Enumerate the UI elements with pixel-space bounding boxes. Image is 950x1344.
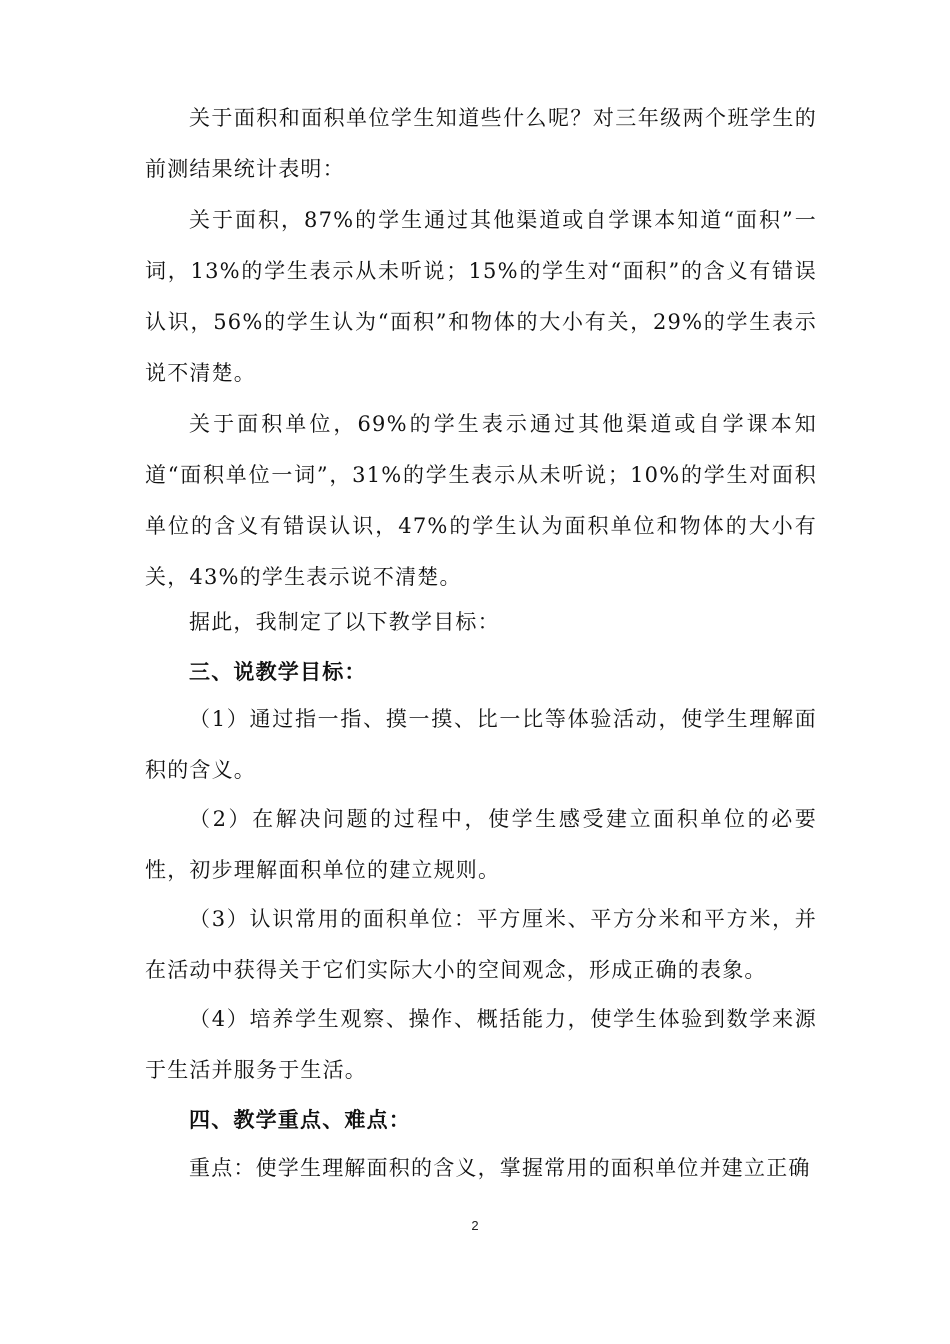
section-heading-key-points: 四、教学重点、难点： (189, 1107, 411, 1132)
paragraph-area-unit-survey: 关于面积单位，69%的学生表示通过其他渠道或自学课本知道“面积单位一词”，31%的学生表示从未听说；10%的学生对面积单位的含义有错误认识，47%的学生认为面积单位和物体的大小有关，43%的学生表示说不清楚。 (145, 412, 817, 589)
goal-item-4: （4）培养学生观察、操作、概括能力，使学生体验到数学来源于生活并服务于生活。 (145, 1007, 817, 1082)
goal-item-2: （2）在解决问题的过程中，使学生感受建立面积单位的必要性，初步理解面积单位的建立规则。 (145, 807, 817, 882)
page-number: 2 (471, 1218, 479, 1233)
paragraph-pretest-intro: 关于面积和面积单位学生知道些什么呢？对三年级两个班学生的前测结果统计表明： (145, 106, 817, 181)
paragraph-goal-lead: 据此，我制定了以下教学目标： (189, 610, 500, 634)
goal-item-3: （3）认识常用的面积单位：平方厘米、平方分米和平方米，并在活动中获得关于它们实际大小的空间观念，形成正确的表象。 (145, 907, 817, 982)
goal-item-1: （1）通过指一指、摸一摸、比一比等体验活动，使学生理解面积的含义。 (145, 707, 817, 782)
section-heading-teaching-goals: 三、说教学目标： (189, 659, 367, 684)
paragraph-area-survey: 关于面积，87%的学生通过其他渠道或自学课本知道“面积”一词，13%的学生表示从未听说；15%的学生对“面积”的含义有错误认识，56%的学生认为“面积”和物体的大小有关，29%的学生表示说不清楚。 (145, 208, 817, 385)
paragraph-key-point: 重点：使学生理解面积的含义，掌握常用的面积单位并建立正确 (189, 1156, 811, 1180)
